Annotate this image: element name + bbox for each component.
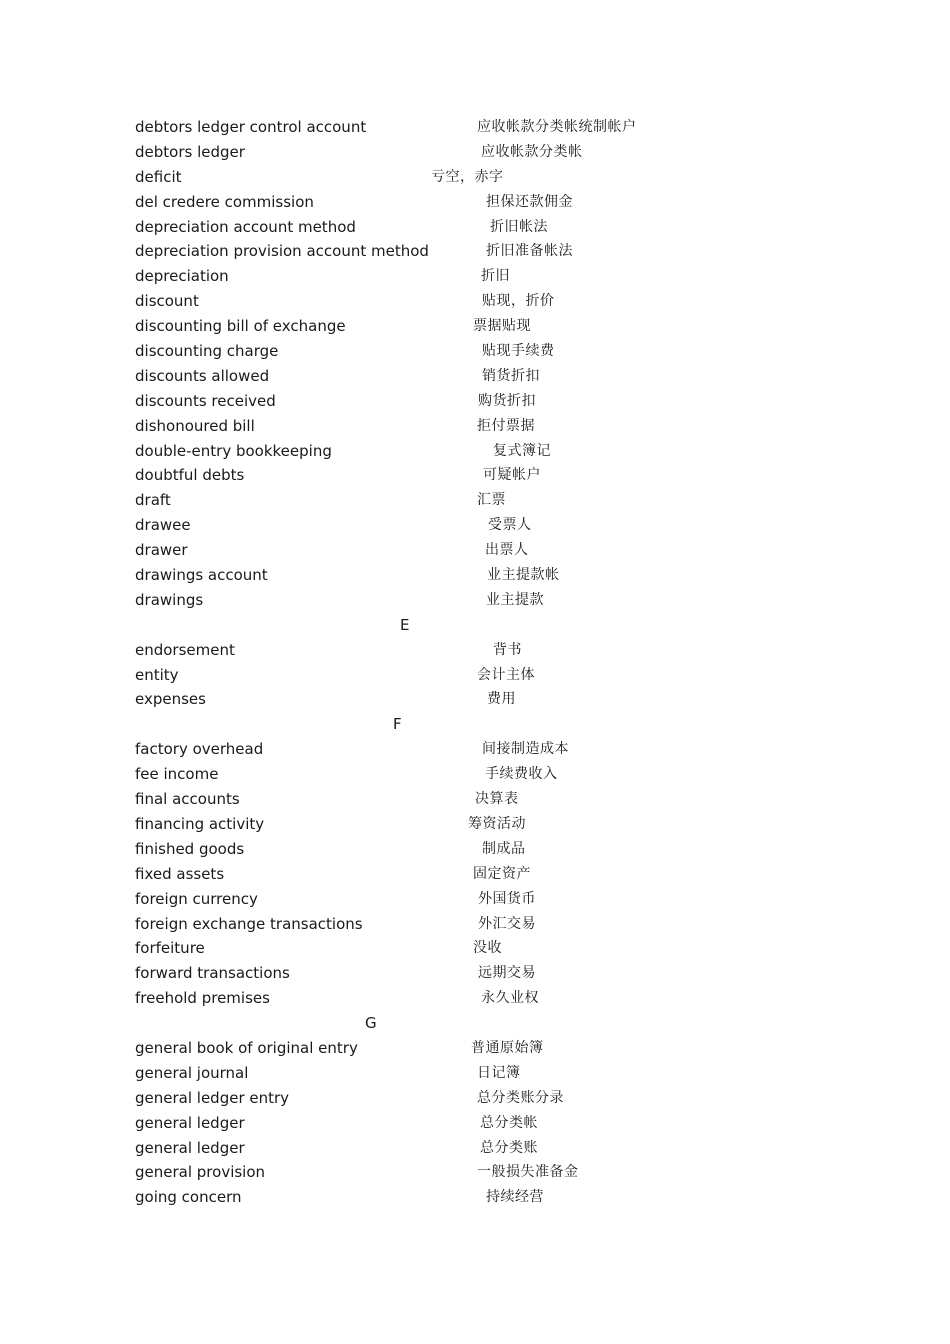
english-term: general ledger xyxy=(135,1113,245,1132)
chinese-translation: 可疑帐户 xyxy=(483,467,541,484)
english-term: drawer xyxy=(135,541,188,560)
english-term: financing activity xyxy=(135,814,265,833)
glossary-entry xyxy=(0,538,950,563)
chinese-translation: 销货折扣 xyxy=(482,367,540,384)
english-term: debtors ledger control account xyxy=(135,118,367,136)
glossary-entry xyxy=(0,215,950,240)
english-term: general journal xyxy=(135,1063,249,1082)
glossary-entry xyxy=(0,289,950,314)
glossary-entry xyxy=(0,389,950,414)
english-term: endorsement xyxy=(135,640,235,659)
glossary-entry xyxy=(0,936,950,961)
chinese-translation: 票据贴现 xyxy=(473,318,531,335)
glossary-entry xyxy=(0,912,950,937)
chinese-translation: 应收帐款分类帐 xyxy=(481,143,583,160)
chinese-translation: 担保还款佣金 xyxy=(486,193,573,210)
chinese-translation: 一般损失准备金 xyxy=(477,1164,579,1181)
english-term: double-entry bookkeeping xyxy=(135,441,332,460)
chinese-translation: 永久业权 xyxy=(481,990,539,1007)
glossary-entry xyxy=(0,1036,950,1061)
english-term: factory overhead xyxy=(135,740,264,759)
english-term: discounting charge xyxy=(135,342,279,361)
glossary-entry xyxy=(0,165,950,190)
glossary-entry xyxy=(0,961,950,986)
chinese-translation: 会计主体 xyxy=(477,666,535,683)
glossary-entry xyxy=(0,687,950,712)
glossary-entry xyxy=(0,638,950,663)
chinese-translation: 决算表 xyxy=(475,791,519,808)
english-term: freehold premises xyxy=(135,989,270,1008)
section-letter: F xyxy=(393,715,402,734)
glossary-entry xyxy=(0,115,950,140)
glossary-entry xyxy=(0,887,950,912)
glossary-entry xyxy=(0,986,950,1011)
section-letter-row xyxy=(0,613,950,638)
chinese-translation: 贴现，折价 xyxy=(482,293,555,310)
english-term: discounts received xyxy=(135,391,276,410)
chinese-translation: 购货折扣 xyxy=(478,392,536,409)
english-term: fee income xyxy=(135,765,219,784)
chinese-translation: 固定资产 xyxy=(473,865,531,882)
glossary-entry xyxy=(0,488,950,513)
chinese-translation: 费用 xyxy=(487,691,516,708)
glossary-entry xyxy=(0,1111,950,1136)
english-term: depreciation xyxy=(135,267,229,286)
glossary-entry xyxy=(0,862,950,887)
chinese-translation: 应收帐款分类帐统制帐户 xyxy=(477,119,637,135)
chinese-translation: 手续费收入 xyxy=(485,766,558,783)
chinese-translation: 总分类账分录 xyxy=(477,1089,564,1106)
glossary-entry xyxy=(0,463,950,488)
section-letter: G xyxy=(365,1014,377,1033)
chinese-translation: 复式簿记 xyxy=(493,442,551,459)
english-term: fixed assets xyxy=(135,864,225,883)
glossary-entry xyxy=(0,414,950,439)
chinese-translation: 折旧帐法 xyxy=(490,218,548,235)
chinese-translation: 汇票 xyxy=(477,492,506,509)
glossary-entry xyxy=(0,339,950,364)
chinese-translation: 总分类账 xyxy=(480,1139,538,1156)
glossary-entry xyxy=(0,439,950,464)
english-term: forward transactions xyxy=(135,964,290,983)
english-term: general ledger entry xyxy=(135,1088,290,1107)
glossary-entry xyxy=(0,787,950,812)
chinese-translation: 外汇交易 xyxy=(478,915,536,932)
glossary-entry xyxy=(0,563,950,588)
english-term: general provision xyxy=(135,1163,266,1182)
chinese-translation: 出票人 xyxy=(485,542,529,559)
glossary-entry xyxy=(0,1086,950,1111)
chinese-translation: 业主提款 xyxy=(486,591,544,608)
english-term: going concern xyxy=(135,1188,242,1207)
chinese-translation: 外国货币 xyxy=(478,890,536,907)
english-term: depreciation account method xyxy=(135,217,356,236)
chinese-translation: 没收 xyxy=(473,940,502,957)
chinese-translation: 贴现手续费 xyxy=(482,343,555,360)
english-term: drawee xyxy=(135,516,191,535)
english-term: finished goods xyxy=(135,839,245,858)
english-term: debtors ledger xyxy=(135,142,245,161)
chinese-translation: 普通原始簿 xyxy=(471,1039,544,1056)
section-letter-row xyxy=(0,712,950,737)
section-letter-row xyxy=(0,1011,950,1036)
english-term: general ledger xyxy=(135,1138,245,1157)
glossary-entry xyxy=(0,513,950,538)
glossary-entry xyxy=(0,837,950,862)
english-term: final accounts xyxy=(135,790,240,809)
chinese-translation: 业主提款帐 xyxy=(487,567,560,584)
glossary-entry xyxy=(0,140,950,165)
chinese-translation: 间接制造成本 xyxy=(482,741,569,758)
glossary-entry xyxy=(0,239,950,264)
glossary-entry xyxy=(0,1160,950,1185)
english-term: dishonoured bill xyxy=(135,416,255,435)
chinese-translation: 拒付票据 xyxy=(477,417,535,434)
english-term: discount xyxy=(135,292,199,311)
glossary-entry xyxy=(0,264,950,289)
section-letter: E xyxy=(400,615,410,634)
glossary-entry xyxy=(0,1061,950,1086)
glossary-entry xyxy=(0,190,950,215)
english-term: expenses xyxy=(135,690,206,709)
chinese-translation: 折旧准备帐法 xyxy=(486,243,573,260)
glossary-entry xyxy=(0,737,950,762)
glossary-entry xyxy=(0,1185,950,1210)
english-term: del credere commission xyxy=(135,192,314,211)
english-term: general book of original entry xyxy=(135,1038,358,1057)
chinese-translation: 受票人 xyxy=(488,517,532,534)
english-term: drawings xyxy=(135,590,204,609)
glossary-entry xyxy=(0,1136,950,1161)
english-term: entity xyxy=(135,665,179,684)
chinese-translation: 总分类帐 xyxy=(480,1114,538,1131)
english-term: draft xyxy=(135,491,171,510)
glossary-entry xyxy=(0,364,950,389)
chinese-translation: 亏空，赤字 xyxy=(431,168,504,185)
glossary-entry xyxy=(0,314,950,339)
chinese-translation: 远期交易 xyxy=(478,965,536,982)
glossary-entry xyxy=(0,588,950,613)
glossary-entry xyxy=(0,762,950,787)
glossary-entry xyxy=(0,812,950,837)
chinese-translation: 日记簿 xyxy=(477,1064,521,1081)
chinese-translation: 筹资活动 xyxy=(468,815,526,832)
english-term: foreign currency xyxy=(135,889,258,908)
english-term: forfeiture xyxy=(135,939,205,958)
english-term: deficit xyxy=(135,167,182,186)
chinese-translation: 折旧 xyxy=(481,268,510,285)
chinese-translation: 制成品 xyxy=(482,840,526,857)
glossary-list xyxy=(0,115,950,1210)
english-term: discounts allowed xyxy=(135,366,270,385)
glossary-entry xyxy=(0,663,950,688)
english-term: discounting bill of exchange xyxy=(135,317,346,336)
chinese-translation: 背书 xyxy=(493,641,522,658)
chinese-translation: 持续经营 xyxy=(486,1189,544,1206)
english-term: doubtful debts xyxy=(135,466,245,485)
english-term: foreign exchange transactions xyxy=(135,914,363,933)
english-term: drawings account xyxy=(135,566,268,585)
english-term: depreciation provision account method xyxy=(135,242,429,261)
